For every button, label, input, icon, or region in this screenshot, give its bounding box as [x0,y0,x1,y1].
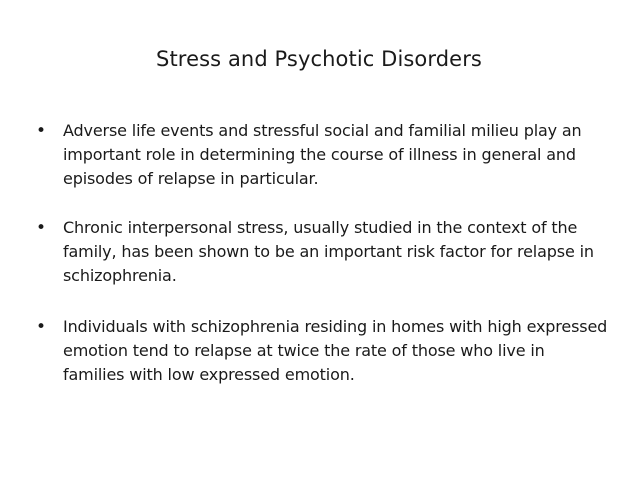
bullet-text: Chronic interpersonal stress, usually studied in the context of the family, has been shown to be an important risk factor for relapse in schizophrenia. [63,218,594,285]
bullet-icon: • [36,218,47,238]
bullet-icon: • [36,121,47,141]
bullet-text: Adverse life events and stressful social and familial milieu play an important role in determining the course of illness in general and episodes of relapse in particular. [63,121,582,188]
slide-title: Stress and Psychotic Disorders [156,47,482,71]
bullet-icon: • [36,317,47,337]
bullet-text: Individuals with schizophrenia residing in homes with high expressed emotion tend to relapse at twice the rate of those who live in families with low expressed emotion. [63,317,608,384]
